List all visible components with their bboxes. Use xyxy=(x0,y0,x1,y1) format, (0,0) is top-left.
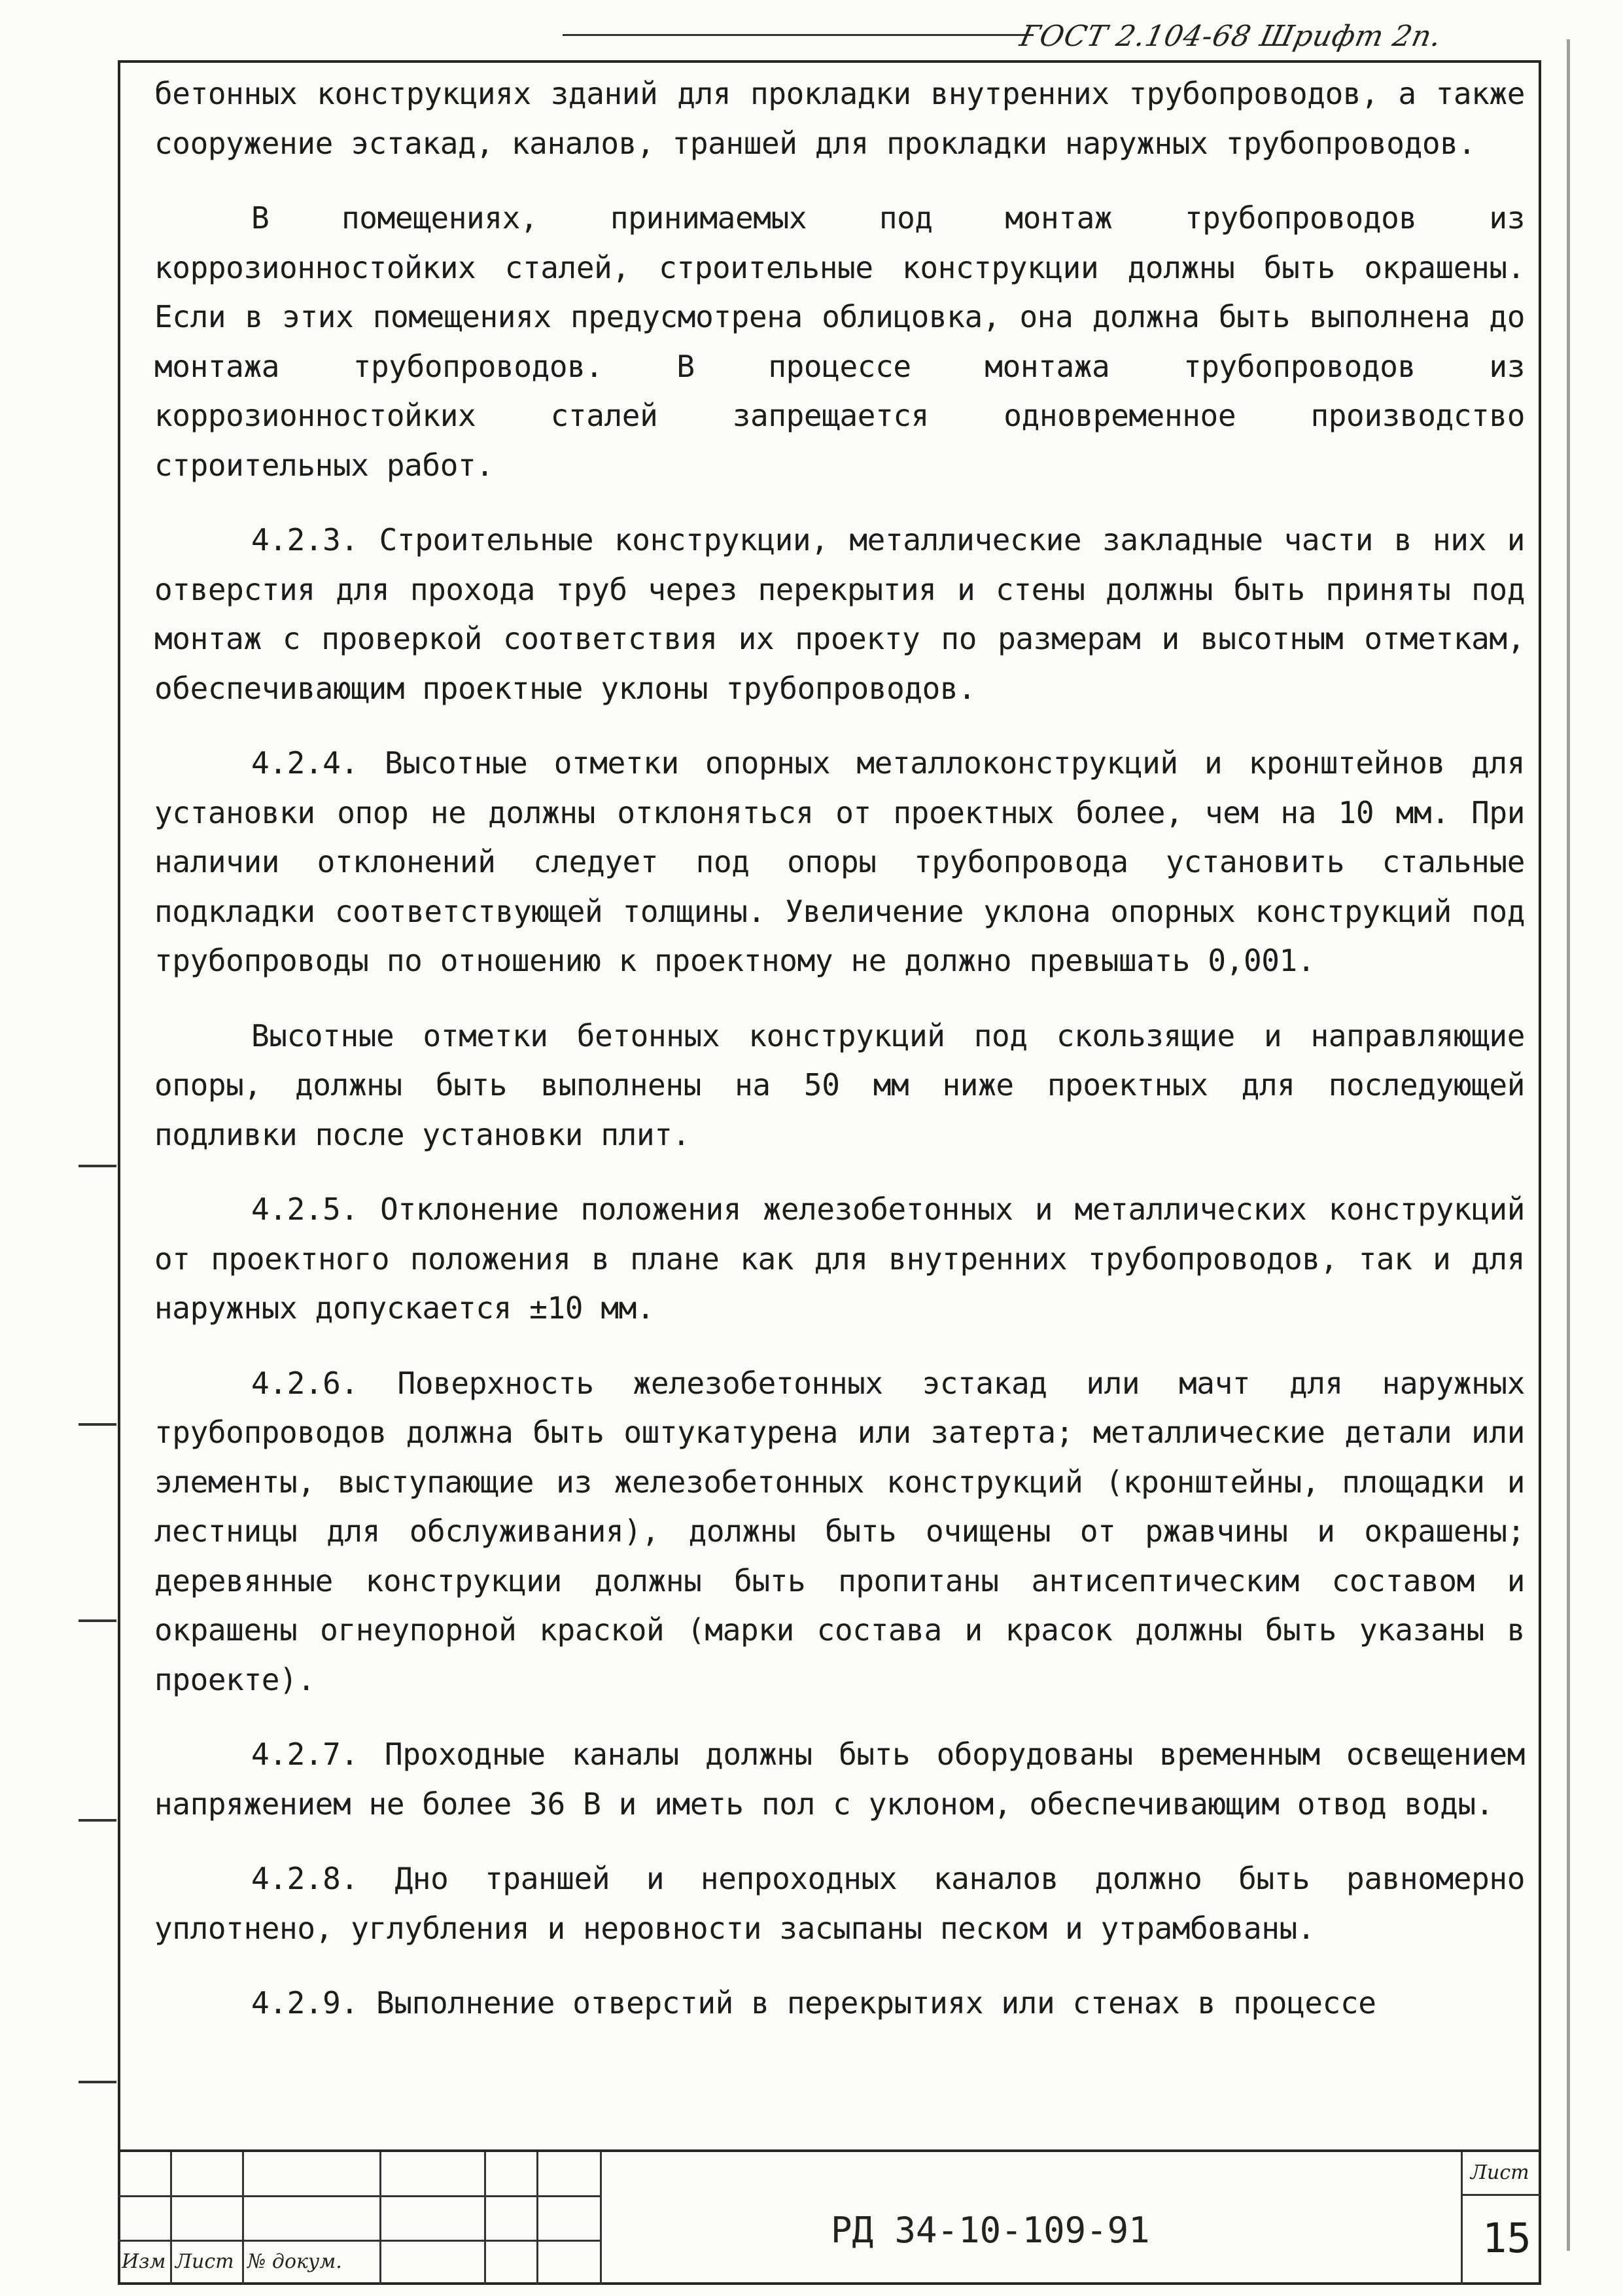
margin-tick xyxy=(79,1819,116,1822)
paragraph-4-2-6: 4.2.6. Поверхность железобетонных эстакад или мачт для наружных трубопроводов должна быть оштукатурена или затерта; металлические детали или элементы, выступающие из железобетонных конструкций (кронштейны, площадки и лестницы для обслуживания), должны быть очищены от ржавчины и окрашены; деревянные конструкции должны быть пропитаны антисептическим составом и окрашены огнеупорной краской (марки состава и красок должны быть указаны в проекте). xyxy=(154,1365,1525,1697)
margin-tick xyxy=(79,2081,116,2083)
binding-edge-mark xyxy=(1567,39,1570,2251)
paragraph-4-2-5: 4.2.5. Отклонение положения железобетонных и металлических конструкций от проектного положения в плане как для внутренних трубопроводов, так и для наружных допускается ±10 мм. xyxy=(154,1192,1525,1326)
stamp-underline xyxy=(563,34,1034,36)
col-doc-label: № докум. xyxy=(247,2250,342,2273)
paragraph-4-2-3: 4.2.3. Строительные конструкции, металлические закладные части в них и отверстия для прохода труб через перекрытия и стены должны быть приняты под монтаж с проверкой соответствия их проекту по размерам и высотным отметкам, обеспечивающим проектные уклоны трубопроводов. xyxy=(154,522,1525,706)
sheet-label: Лист xyxy=(1471,2161,1529,2184)
paragraph-4-2-7: 4.2.7. Проходные каналы должны быть оборудованы временным освещением напряжением не более 36 В и иметь пол с уклоном, обеспечивающим отвод воды. xyxy=(154,1737,1525,1822)
sheet-number: 15 xyxy=(1482,2214,1531,2262)
paragraph-concrete-marks: Высотные отметки бетонных конструкций под скользящие и направляющие опоры, должны быть выполнены на 50 мм ниже проектных для последующей подливки после установки плит. xyxy=(154,1017,1525,1152)
revision-grid xyxy=(118,2152,602,2285)
col-list-label: Лист xyxy=(175,2250,234,2273)
paragraph-continuation: бетонных конструкциях зданий для прокладки внутренних трубопроводов, а также сооружение эстакад, каналов, траншей для прокладки наружных трубопроводов. xyxy=(154,76,1525,161)
margin-tick xyxy=(79,1619,116,1622)
paragraph-4-2-8: 4.2.8. Дно траншей и непроходных каналов должно быть равномерно уплотнено, углубления и неровности засыпаны песком и утрамбованы. xyxy=(154,1861,1525,1946)
margin-tick xyxy=(79,1423,116,1426)
margin-tick xyxy=(79,1165,116,1167)
col-izm-label: Изм xyxy=(122,2250,166,2273)
paragraph-4-2-4: 4.2.4. Высотные отметки опорных металлоконструкций и кронштейнов для установки опор не должны отклоняться от проектных более, чем на 10 мм. При наличии отклонений следует под опоры трубопровода установить стальные подкладки соответствующей толщины. Увеличение уклона опорных конструкций под трубопроводы по отношению к проектному не должно превышать 0,001. xyxy=(154,745,1525,978)
document-code: РД 34-10-109-91 xyxy=(831,2210,1150,2251)
title-block xyxy=(118,2149,1541,2285)
document-body xyxy=(154,69,1525,2028)
paragraph-corrosion-steel: В помещениях, принимаемых под монтаж трубопроводов из коррозионностойких сталей, строительные конструкции должны быть окрашены. Если в этих помещениях предусмотрена облицовка, она должна быть выполнена до монтажа трубопроводов. В процессе монтажа трубопроводов из коррозионностойких сталей запрещается одновременное производство строительных работ. xyxy=(154,200,1525,483)
gost-stamp: ГОСТ 2.104-68 Шрифт 2п. xyxy=(1017,20,1445,53)
sheet-box xyxy=(1461,2152,1541,2285)
paragraph-4-2-9: 4.2.9. Выполнение отверстий в перекрытиях или стенах в процессе xyxy=(251,1985,1376,2021)
